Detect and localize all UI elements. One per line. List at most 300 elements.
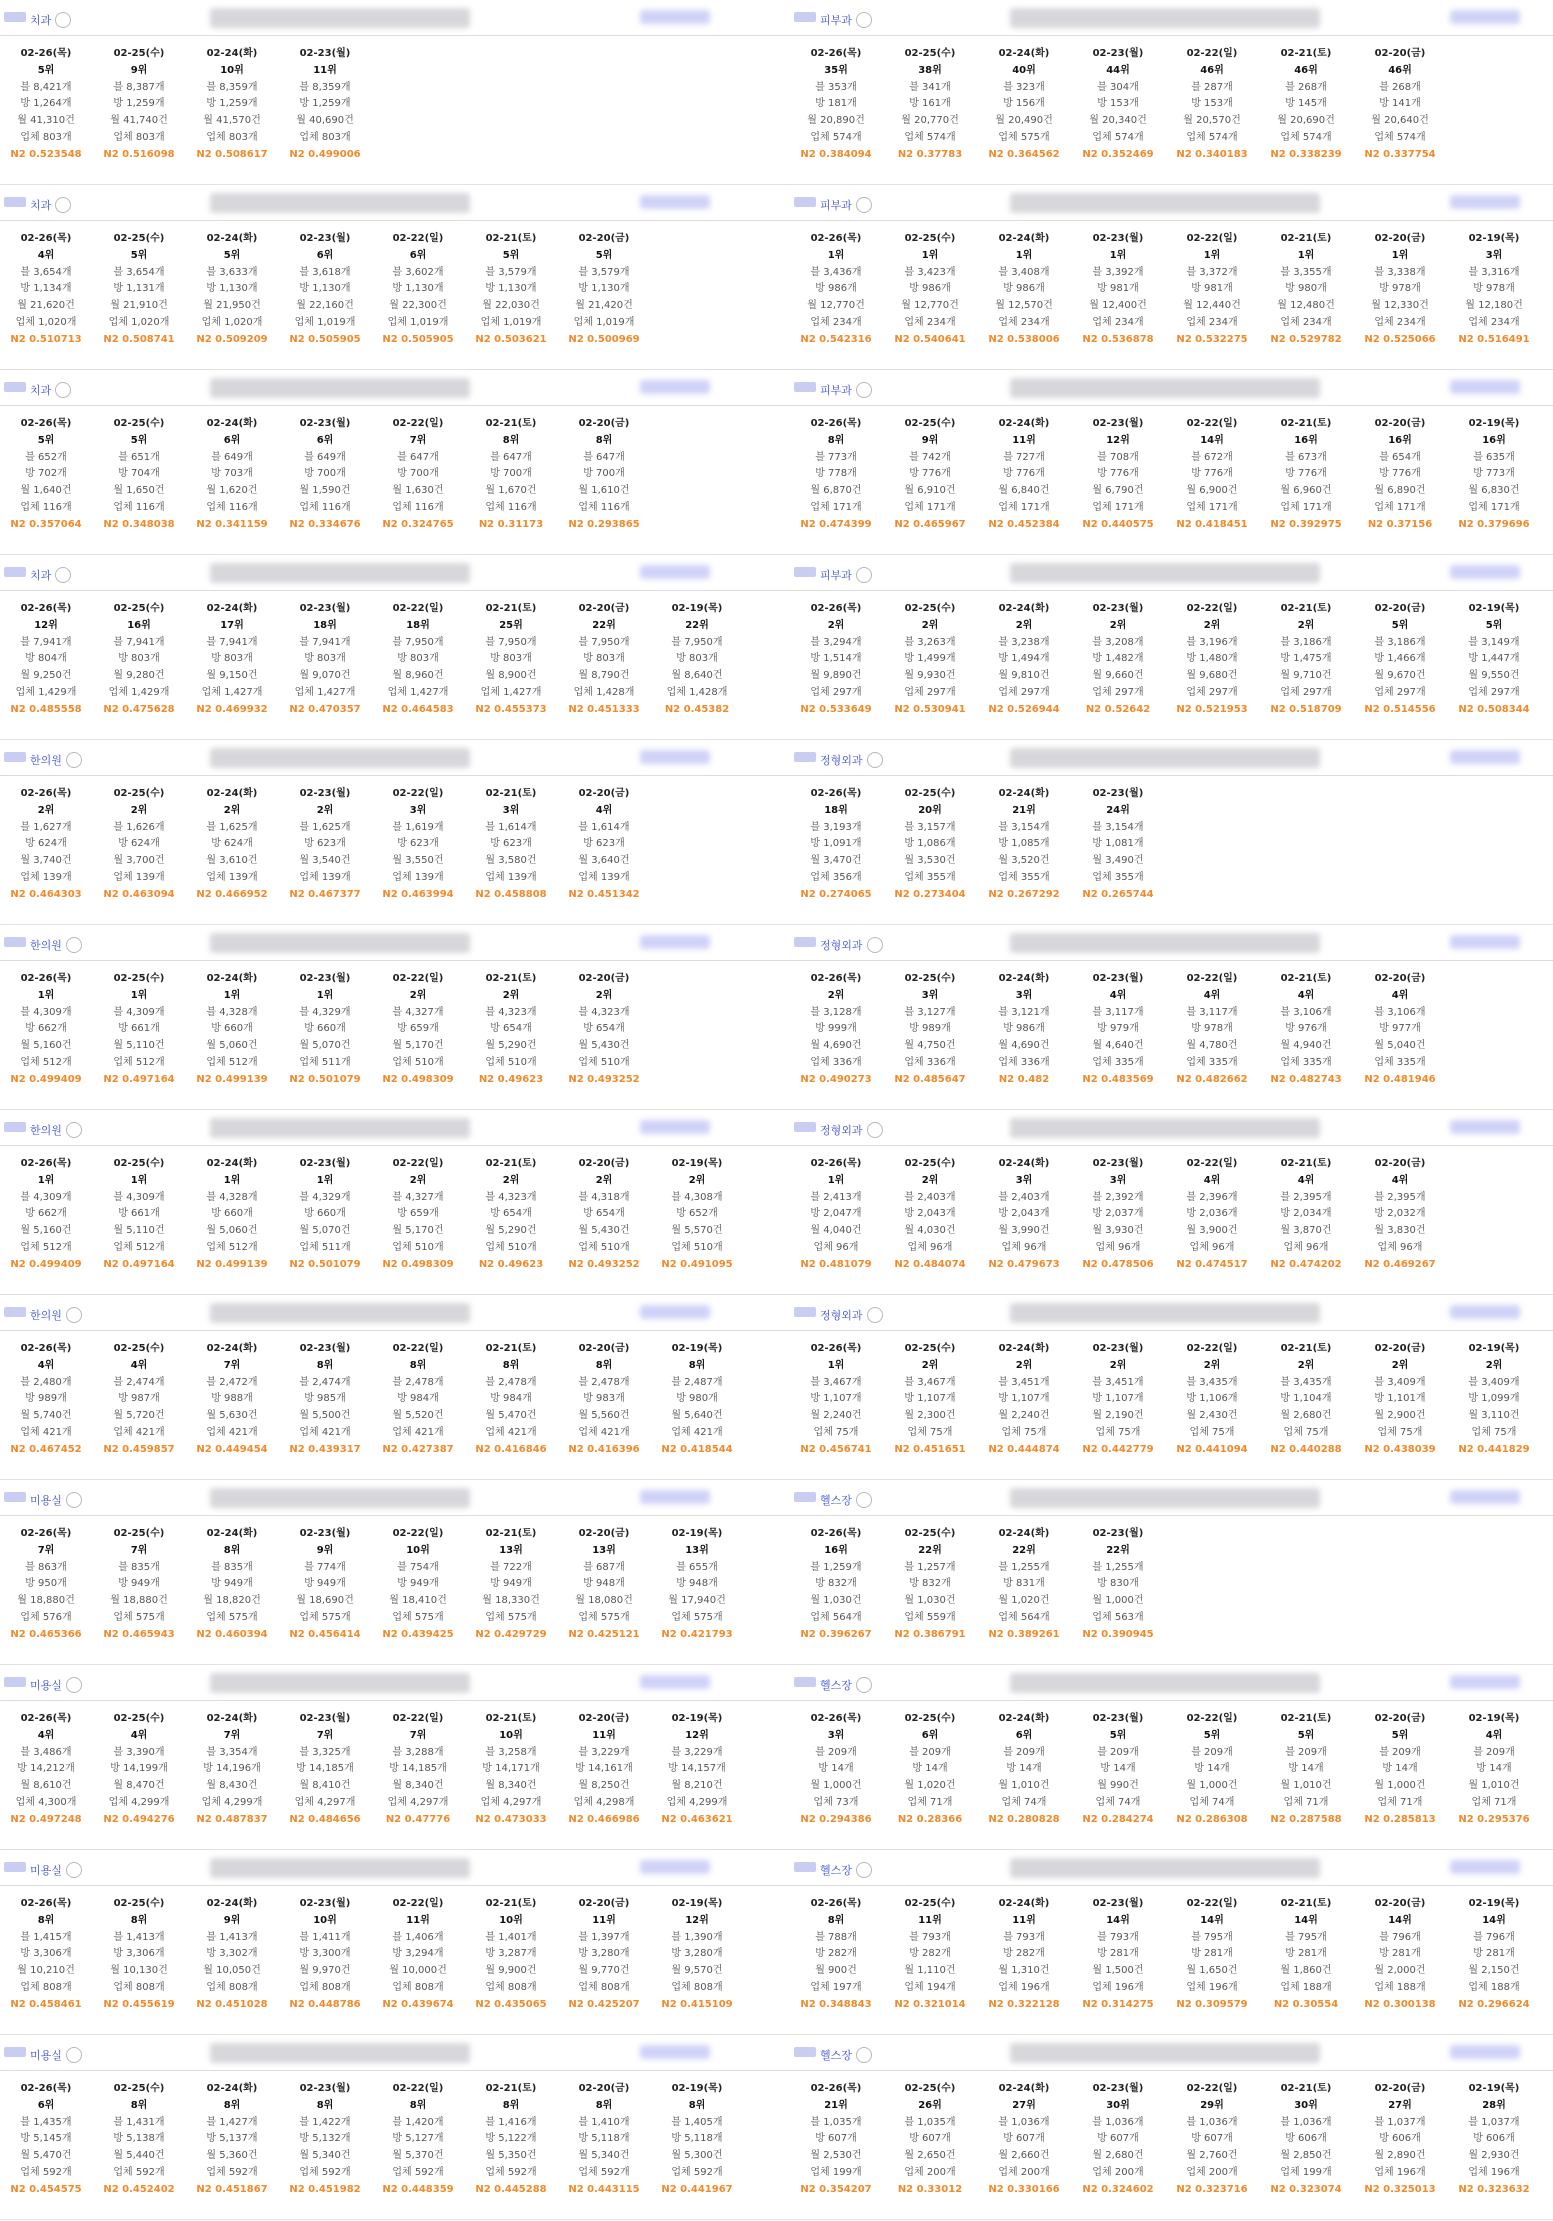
entry-n2-score: N2 0.516491 bbox=[1458, 333, 1530, 345]
entry-monthly-search: 월 1,010건 bbox=[1468, 1780, 1520, 1792]
entry-date: 02-23(월) bbox=[299, 233, 351, 244]
entry-n2-score: N2 0.415109 bbox=[661, 1998, 733, 2010]
entry-date: 02-26(목) bbox=[20, 1898, 72, 1909]
entry-date: 02-25(수) bbox=[113, 233, 165, 244]
block-header bbox=[790, 1665, 1553, 1701]
category-tag[interactable] bbox=[820, 197, 872, 213]
entry-n2-score: N2 0.451333 bbox=[568, 703, 640, 715]
entry-monthly-search: 월 12,330건 bbox=[1371, 300, 1429, 312]
entry-n2-score: N2 0.354207 bbox=[800, 2183, 872, 2195]
entry-business-count: 업체 336개 bbox=[810, 1056, 862, 1068]
entry-blog-count: 블 1,614개 bbox=[485, 821, 537, 833]
entry-visit-count: 방 773개 bbox=[1473, 468, 1515, 480]
daily-entry bbox=[0, 1711, 92, 1829]
entry-business-count: 업체 75개 bbox=[813, 1426, 859, 1438]
redacted-keyword bbox=[210, 378, 470, 398]
entry-n2-score: N2 0.294386 bbox=[800, 1813, 872, 1825]
entry-business-count: 업체 510개 bbox=[392, 1241, 444, 1253]
category-marker bbox=[4, 1677, 26, 1687]
map-place-icon[interactable] bbox=[867, 1122, 883, 1138]
map-place-icon[interactable] bbox=[66, 1862, 82, 1878]
category-tag[interactable] bbox=[820, 1307, 883, 1323]
entry-visit-count: 방 3,306개 bbox=[20, 1948, 72, 1960]
category-tag[interactable] bbox=[820, 382, 872, 398]
entry-monthly-search: 월 2,660건 bbox=[998, 2150, 1050, 2162]
entry-business-count: 업체 75개 bbox=[1095, 1426, 1141, 1438]
entry-visit-count: 방 14,171개 bbox=[482, 1763, 540, 1775]
daily-entry bbox=[186, 1341, 278, 1459]
category-tag[interactable] bbox=[820, 12, 872, 28]
entry-n2-score: N2 0.45382 bbox=[664, 703, 730, 715]
entry-date: 02-25(수) bbox=[904, 1528, 956, 1539]
entry-blog-count: 블 1,401개 bbox=[485, 1931, 537, 1943]
map-place-icon[interactable] bbox=[66, 2047, 82, 2063]
entry-monthly-search: 월 41,740건 bbox=[110, 115, 168, 127]
entry-visit-count: 방 949개 bbox=[397, 1578, 439, 1590]
entry-blog-count: 블 2,480개 bbox=[20, 1376, 72, 1388]
category-tag[interactable] bbox=[30, 197, 71, 213]
entry-business-count: 업체 592개 bbox=[392, 2166, 444, 2178]
entry-n2-score: N2 0.421793 bbox=[661, 1628, 733, 1640]
map-place-icon[interactable] bbox=[55, 567, 71, 583]
entry-monthly-search: 월 5,560건 bbox=[578, 1410, 630, 1422]
entry-blog-count: 블 795개 bbox=[1191, 1931, 1233, 1943]
entry-monthly-search: 월 9,570건 bbox=[671, 1965, 723, 1977]
entry-visit-count: 방 1,131개 bbox=[113, 283, 165, 295]
entry-visit-count: 방 181개 bbox=[815, 98, 857, 110]
entry-blog-count: 블 4,309개 bbox=[113, 1006, 165, 1018]
category-tag[interactable] bbox=[30, 1492, 82, 1508]
entry-rank: 5위 bbox=[1109, 1729, 1127, 1741]
daily-entry bbox=[790, 231, 882, 349]
daily-entries bbox=[0, 406, 790, 546]
map-place-icon[interactable] bbox=[66, 1307, 82, 1323]
entry-visit-count: 방 976개 bbox=[1285, 1023, 1327, 1035]
daily-entry bbox=[884, 971, 976, 1089]
category-tag[interactable] bbox=[820, 1122, 883, 1138]
category-tag[interactable] bbox=[30, 1122, 82, 1138]
entry-visit-count: 방 14,212개 bbox=[17, 1763, 75, 1775]
entry-date: 02-23(월) bbox=[299, 1343, 351, 1354]
category-label: 미용실 bbox=[30, 1679, 62, 1692]
entry-rank: 11위 bbox=[313, 64, 337, 76]
entry-rank: 1위 bbox=[130, 989, 148, 1001]
entry-business-count: 업체 96개 bbox=[1377, 1241, 1423, 1253]
entry-blog-count: 블 649개 bbox=[211, 451, 253, 463]
entry-monthly-search: 월 9,550건 bbox=[1468, 670, 1520, 682]
entry-blog-count: 블 4,318개 bbox=[578, 1191, 630, 1203]
entry-date: 02-25(수) bbox=[113, 1343, 165, 1354]
entry-monthly-search: 월 9,900건 bbox=[485, 1965, 537, 1977]
entry-blog-count: 블 4,309개 bbox=[20, 1006, 72, 1018]
entry-monthly-search: 월 1,310건 bbox=[998, 1965, 1050, 1977]
daily-entry bbox=[1166, 1711, 1258, 1829]
daily-entry bbox=[279, 601, 371, 719]
entry-blog-count: 블 1,614개 bbox=[578, 821, 630, 833]
category-tag[interactable] bbox=[30, 752, 82, 768]
entry-visit-count: 방 984개 bbox=[397, 1393, 439, 1405]
entry-business-count: 업체 188개 bbox=[1374, 1981, 1426, 1993]
entry-visit-count: 방 776개 bbox=[1379, 468, 1421, 480]
category-marker bbox=[794, 1492, 816, 1502]
entry-business-count: 업체 563개 bbox=[1092, 1611, 1144, 1623]
entry-n2-score: N2 0.441094 bbox=[1176, 1443, 1248, 1455]
entry-rank: 1위 bbox=[37, 989, 55, 1001]
entry-date: 02-21(토) bbox=[1280, 1713, 1332, 1724]
entry-visit-count: 방 1,447개 bbox=[1468, 653, 1520, 665]
map-place-icon[interactable] bbox=[856, 1492, 872, 1508]
entry-business-count: 업체 1,020개 bbox=[15, 316, 77, 328]
entry-monthly-search: 월 1,000건 bbox=[1186, 1780, 1238, 1792]
entry-blog-count: 블 2,474개 bbox=[113, 1376, 165, 1388]
entry-business-count: 업체 188개 bbox=[1280, 1981, 1332, 1993]
entry-visit-count: 방 983개 bbox=[583, 1393, 625, 1405]
entry-date: 02-22(일) bbox=[392, 2083, 444, 2094]
entry-date: 02-21(토) bbox=[485, 1713, 537, 1724]
category-tag[interactable] bbox=[30, 1862, 82, 1878]
entry-date: 02-23(월) bbox=[1092, 1898, 1144, 1909]
daily-entries bbox=[0, 221, 790, 361]
entry-visit-count: 방 1,259개 bbox=[113, 98, 165, 110]
entry-date: 02-26(목) bbox=[20, 788, 72, 799]
entry-n2-score: N2 0.445288 bbox=[475, 2183, 547, 2195]
entry-rank: 5위 bbox=[595, 249, 613, 261]
entry-business-count: 업체 116개 bbox=[578, 501, 630, 513]
entry-monthly-search: 월 5,350건 bbox=[485, 2150, 537, 2162]
entry-rank: 1위 bbox=[316, 1174, 334, 1186]
entry-visit-count: 방 1,085개 bbox=[998, 838, 1050, 850]
entry-visit-count: 방 5,138개 bbox=[113, 2133, 165, 2145]
daily-entry bbox=[465, 1341, 557, 1459]
entry-rank: 22위 bbox=[918, 1544, 942, 1556]
entry-blog-count: 블 3,633개 bbox=[206, 266, 258, 278]
entry-blog-count: 블 672개 bbox=[1191, 451, 1233, 463]
entry-monthly-search: 월 3,550건 bbox=[392, 855, 444, 867]
daily-entries bbox=[0, 961, 790, 1101]
entry-business-count: 업체 71개 bbox=[907, 1796, 953, 1808]
entry-date: 02-24(화) bbox=[998, 603, 1050, 614]
entry-visit-count: 방 659개 bbox=[397, 1023, 439, 1035]
entry-monthly-search: 월 5,170건 bbox=[392, 1040, 444, 1052]
entry-n2-score: N2 0.296624 bbox=[1458, 1998, 1530, 2010]
map-place-icon[interactable] bbox=[55, 12, 71, 28]
entry-n2-score: N2 0.459857 bbox=[103, 1443, 175, 1455]
entry-rank: 14위 bbox=[1294, 1914, 1318, 1926]
entry-business-count: 업체 335개 bbox=[1280, 1056, 1332, 1068]
entry-visit-count: 방 2,036개 bbox=[1186, 1208, 1238, 1220]
entry-n2-score: N2 0.484656 bbox=[289, 1813, 361, 1825]
daily-entries bbox=[0, 1516, 790, 1656]
daily-entry bbox=[651, 1156, 743, 1274]
entry-rank: 7위 bbox=[409, 1729, 427, 1741]
entry-monthly-search: 월 10,050건 bbox=[203, 1965, 261, 1977]
daily-entries bbox=[790, 406, 1553, 546]
map-place-icon[interactable] bbox=[55, 382, 71, 398]
entry-n2-score: N2 0.452402 bbox=[103, 2183, 175, 2195]
entry-business-count: 업체 592개 bbox=[299, 2166, 351, 2178]
entry-n2-score: N2 0.470357 bbox=[289, 703, 361, 715]
map-place-icon[interactable] bbox=[856, 12, 872, 28]
entry-visit-count: 방 1,475개 bbox=[1280, 653, 1332, 665]
category-tag[interactable] bbox=[820, 752, 883, 768]
map-place-icon[interactable] bbox=[856, 1677, 872, 1693]
entry-date: 02-22(일) bbox=[392, 1528, 444, 1539]
entry-date: 02-25(수) bbox=[113, 1528, 165, 1539]
entry-n2-score: N2 0.451982 bbox=[289, 2183, 361, 2195]
entry-business-count: 업체 1,019개 bbox=[480, 316, 542, 328]
redacted-tag bbox=[1450, 1120, 1520, 1134]
entry-date: 02-23(월) bbox=[1092, 1528, 1144, 1539]
redacted-keyword bbox=[1010, 1488, 1320, 1508]
entry-n2-score: N2 0.497164 bbox=[103, 1258, 175, 1270]
entry-business-count: 업체 421개 bbox=[671, 1426, 723, 1438]
category-tag[interactable] bbox=[30, 1677, 82, 1693]
entry-business-count: 업체 421개 bbox=[113, 1426, 165, 1438]
map-place-icon[interactable] bbox=[55, 197, 71, 213]
entry-date: 02-21(토) bbox=[1280, 233, 1332, 244]
entry-blog-count: 블 4,323개 bbox=[485, 1191, 537, 1203]
category-marker bbox=[794, 197, 816, 207]
entry-monthly-search: 월 1,640건 bbox=[20, 485, 72, 497]
entry-business-count: 업체 574개 bbox=[1186, 131, 1238, 143]
entry-business-count: 업체 512개 bbox=[113, 1241, 165, 1253]
entry-business-count: 업체 116개 bbox=[113, 501, 165, 513]
entry-blog-count: 블 2,396개 bbox=[1186, 1191, 1238, 1203]
entry-blog-count: 블 3,355개 bbox=[1280, 266, 1332, 278]
entry-n2-score: N2 0.542316 bbox=[800, 333, 872, 345]
entry-n2-score: N2 0.499409 bbox=[10, 1073, 82, 1085]
entry-date: 02-25(수) bbox=[113, 48, 165, 59]
redacted-keyword bbox=[1010, 2043, 1320, 2063]
entry-monthly-search: 월 5,340건 bbox=[578, 2150, 630, 2162]
entry-business-count: 업체 297개 bbox=[810, 686, 862, 698]
category-tag[interactable] bbox=[820, 1862, 872, 1878]
entry-n2-score: N2 0.466986 bbox=[568, 1813, 640, 1825]
entry-blog-count: 블 7,950개 bbox=[485, 636, 537, 648]
entry-rank: 1위 bbox=[223, 1174, 241, 1186]
map-place-icon[interactable] bbox=[856, 1862, 872, 1878]
entry-business-count: 업체 234개 bbox=[904, 316, 956, 328]
category-tag[interactable] bbox=[30, 12, 71, 28]
entry-rank: 8위 bbox=[316, 1359, 334, 1371]
entry-visit-count: 방 281개 bbox=[1097, 1948, 1139, 1960]
redacted-tag bbox=[640, 750, 710, 764]
entry-rank: 2위 bbox=[688, 1174, 706, 1186]
entry-date: 02-23(월) bbox=[1092, 788, 1144, 799]
entry-visit-count: 방 776개 bbox=[1097, 468, 1139, 480]
daily-entry bbox=[1072, 416, 1164, 534]
entry-visit-count: 방 3,287개 bbox=[485, 1948, 537, 1960]
map-place-icon[interactable] bbox=[66, 1122, 82, 1138]
entry-business-count: 업체 199개 bbox=[810, 2166, 862, 2178]
entry-date: 02-23(월) bbox=[299, 1528, 351, 1539]
daily-entry bbox=[1166, 1896, 1258, 2014]
redacted-tag bbox=[640, 2045, 710, 2059]
entry-monthly-search: 월 12,440건 bbox=[1183, 300, 1241, 312]
entry-blog-count: 블 727개 bbox=[1003, 451, 1045, 463]
entry-n2-score: N2 0.348038 bbox=[103, 518, 175, 530]
entry-monthly-search: 월 3,580건 bbox=[485, 855, 537, 867]
category-label: 치과 bbox=[30, 569, 52, 582]
entry-business-count: 업체 512개 bbox=[20, 1241, 72, 1253]
entry-rank: 10위 bbox=[406, 1544, 430, 1556]
map-place-icon[interactable] bbox=[66, 752, 82, 768]
entry-business-count: 업체 96개 bbox=[1095, 1241, 1141, 1253]
entry-monthly-search: 월 5,300건 bbox=[671, 2150, 723, 2162]
category-tag[interactable] bbox=[820, 1677, 872, 1693]
block-header bbox=[0, 555, 790, 591]
entry-n2-score: N2 0.474202 bbox=[1270, 1258, 1342, 1270]
entry-blog-count: 블 1,405개 bbox=[671, 2116, 723, 2128]
entry-n2-score: N2 0.484074 bbox=[894, 1258, 966, 1270]
entry-monthly-search: 월 1,020건 bbox=[904, 1780, 956, 1792]
entry-rank: 22위 bbox=[1012, 1544, 1036, 1556]
entry-rank: 9위 bbox=[316, 1544, 334, 1556]
entry-blog-count: 블 3,229개 bbox=[578, 1746, 630, 1758]
entry-monthly-search: 월 5,060건 bbox=[206, 1040, 258, 1052]
entry-blog-count: 블 635개 bbox=[1473, 451, 1515, 463]
entry-date: 02-22(일) bbox=[392, 1158, 444, 1169]
entry-visit-count: 방 977개 bbox=[1379, 1023, 1421, 1035]
entry-n2-score: N2 0.418451 bbox=[1176, 518, 1248, 530]
daily-entry bbox=[1260, 971, 1352, 1089]
entry-business-count: 업체 574개 bbox=[1280, 131, 1332, 143]
entry-rank: 6위 bbox=[223, 434, 241, 446]
map-place-icon[interactable] bbox=[856, 197, 872, 213]
category-marker bbox=[794, 752, 816, 762]
entry-rank: 2위 bbox=[502, 989, 520, 1001]
daily-entry bbox=[1448, 1341, 1540, 1459]
entry-n2-score: N2 0.300138 bbox=[1364, 1998, 1436, 2010]
entry-monthly-search: 월 10,210건 bbox=[17, 1965, 75, 1977]
entry-date: 02-21(토) bbox=[485, 1528, 537, 1539]
entry-visit-count: 방 14개 bbox=[1194, 1763, 1230, 1775]
entry-monthly-search: 월 3,870건 bbox=[1280, 1225, 1332, 1237]
entry-rank: 21위 bbox=[1012, 804, 1036, 816]
category-tag[interactable] bbox=[820, 2047, 872, 2063]
entry-blog-count: 블 341개 bbox=[909, 81, 951, 93]
daily-entry bbox=[1166, 601, 1258, 719]
entry-blog-count: 블 4,309개 bbox=[113, 1191, 165, 1203]
entry-date: 02-22(일) bbox=[392, 1898, 444, 1909]
entry-monthly-search: 월 8,340건 bbox=[485, 1780, 537, 1792]
entry-monthly-search: 월 8,210건 bbox=[671, 1780, 723, 1792]
entry-n2-score: N2 0.454575 bbox=[10, 2183, 82, 2195]
category-tag[interactable] bbox=[30, 382, 71, 398]
entry-n2-score: N2 0.466952 bbox=[196, 888, 268, 900]
map-place-icon[interactable] bbox=[66, 1492, 82, 1508]
map-place-icon[interactable] bbox=[856, 2047, 872, 2063]
entry-business-count: 업체 808개 bbox=[206, 1981, 258, 1993]
daily-entry bbox=[978, 2081, 1070, 2199]
entry-monthly-search: 월 20,340건 bbox=[1089, 115, 1147, 127]
map-place-icon[interactable] bbox=[856, 382, 872, 398]
entry-blog-count: 블 3,193개 bbox=[810, 821, 862, 833]
category-tag[interactable] bbox=[820, 1492, 872, 1508]
entry-monthly-search: 월 5,340건 bbox=[299, 2150, 351, 2162]
daily-entry bbox=[279, 2081, 371, 2199]
entry-blog-count: 블 4,323개 bbox=[578, 1006, 630, 1018]
block-header bbox=[790, 370, 1553, 406]
daily-entry bbox=[0, 971, 92, 1089]
category-tag[interactable] bbox=[820, 937, 883, 953]
entry-monthly-search: 월 4,690건 bbox=[998, 1040, 1050, 1052]
block-header bbox=[790, 1850, 1553, 1886]
category-tag[interactable] bbox=[820, 567, 872, 583]
entry-monthly-search: 월 4,040건 bbox=[810, 1225, 862, 1237]
entry-date: 02-22(일) bbox=[1186, 1713, 1238, 1724]
entry-blog-count: 블 2,474개 bbox=[299, 1376, 351, 1388]
entry-blog-count: 블 793개 bbox=[1097, 1931, 1139, 1943]
daily-entry bbox=[1072, 601, 1164, 719]
category-tag[interactable] bbox=[30, 1307, 82, 1323]
entry-visit-count: 방 1,081개 bbox=[1092, 838, 1144, 850]
daily-entry bbox=[186, 1711, 278, 1829]
category-label: 한의원 bbox=[30, 1124, 62, 1137]
map-place-icon[interactable] bbox=[856, 567, 872, 583]
entry-blog-count: 블 2,403개 bbox=[904, 1191, 956, 1203]
entry-business-count: 업체 575개 bbox=[206, 1611, 258, 1623]
category-label: 미용실 bbox=[30, 2049, 62, 2062]
entry-business-count: 업체 564개 bbox=[810, 1611, 862, 1623]
map-place-icon[interactable] bbox=[867, 752, 883, 768]
map-place-icon[interactable] bbox=[66, 937, 82, 953]
entry-rank: 27위 bbox=[1388, 2099, 1412, 2111]
entry-business-count: 업체 1,429개 bbox=[108, 686, 170, 698]
entry-date: 02-21(토) bbox=[1280, 418, 1332, 429]
block-header bbox=[790, 1110, 1553, 1146]
entry-rank: 6위 bbox=[921, 1729, 939, 1741]
map-place-icon[interactable] bbox=[867, 937, 883, 953]
entry-n2-score: N2 0.325013 bbox=[1364, 2183, 1436, 2195]
entry-n2-score: N2 0.274065 bbox=[800, 888, 872, 900]
entry-n2-score: N2 0.286308 bbox=[1176, 1813, 1248, 1825]
entry-n2-score: N2 0.341159 bbox=[196, 518, 268, 530]
entry-date: 02-20(금) bbox=[578, 973, 630, 984]
entry-date: 02-24(화) bbox=[998, 48, 1050, 59]
entry-visit-count: 방 624개 bbox=[211, 838, 253, 850]
entry-blog-count: 블 3,392개 bbox=[1092, 266, 1144, 278]
entry-n2-score: N2 0.501079 bbox=[289, 1258, 361, 1270]
daily-entry bbox=[0, 2081, 92, 2199]
entry-rank: 22위 bbox=[1106, 1544, 1130, 1556]
entry-date: 02-24(화) bbox=[998, 418, 1050, 429]
entry-blog-count: 블 209개 bbox=[1191, 1746, 1233, 1758]
entry-rank: 2위 bbox=[316, 804, 334, 816]
entry-visit-count: 방 1,130개 bbox=[578, 283, 630, 295]
map-place-icon[interactable] bbox=[66, 1677, 82, 1693]
map-place-icon[interactable] bbox=[867, 1307, 883, 1323]
entry-visit-count: 방 1,106개 bbox=[1186, 1393, 1238, 1405]
entry-n2-score: N2 0.508344 bbox=[1458, 703, 1530, 715]
category-tag[interactable] bbox=[30, 567, 71, 583]
entry-rank: 46위 bbox=[1200, 64, 1224, 76]
entry-rank: 16위 bbox=[1482, 434, 1506, 446]
entry-rank: 22위 bbox=[592, 619, 616, 631]
entry-monthly-search: 월 17,940건 bbox=[668, 1595, 726, 1607]
daily-entry bbox=[1072, 971, 1164, 1089]
entry-rank: 1위 bbox=[1297, 249, 1315, 261]
entry-monthly-search: 월 1,010건 bbox=[1280, 1780, 1332, 1792]
entry-rank: 8위 bbox=[827, 1914, 845, 1926]
entry-n2-score: N2 0.451651 bbox=[894, 1443, 966, 1455]
daily-entry bbox=[186, 416, 278, 534]
entry-date: 02-26(목) bbox=[20, 1158, 72, 1169]
entry-date: 02-23(월) bbox=[299, 1898, 351, 1909]
category-tag[interactable] bbox=[30, 937, 82, 953]
entry-business-count: 업체 559개 bbox=[904, 1611, 956, 1623]
category-tag[interactable] bbox=[30, 2047, 82, 2063]
